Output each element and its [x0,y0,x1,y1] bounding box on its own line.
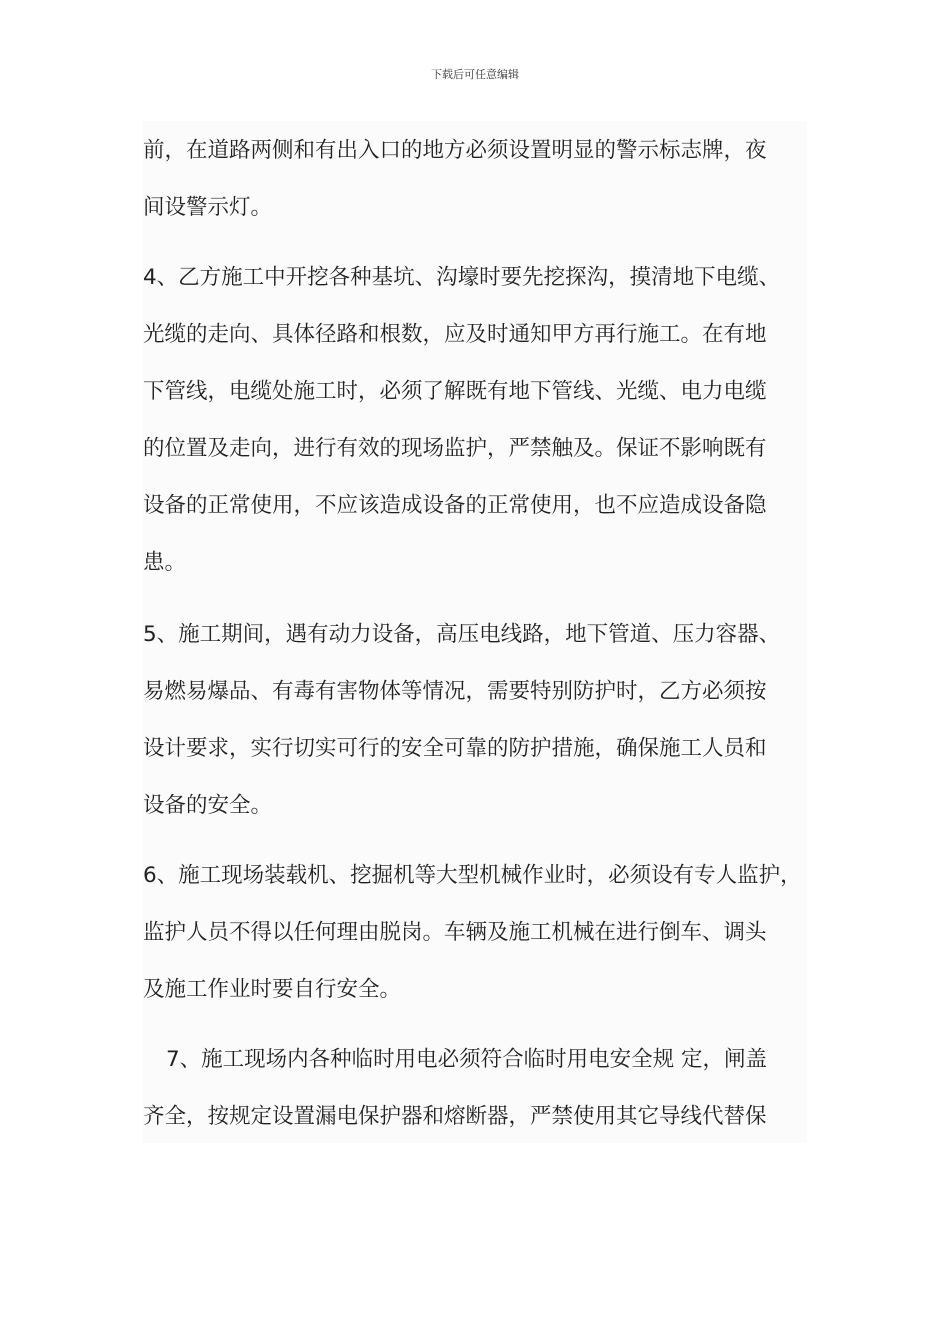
text-line: 5、施工期间，遇有动力设备，高压电线路，地下管道、压力容器、 [143,622,781,647]
text-line: 7、施工现场内各种临时用电必须符合临时用电安全规 定，闸盖 [166,1047,768,1072]
text-line: 设计要求，实行切实可行的安全可靠的防护措施，确保施工人员和 [143,736,767,761]
text-line: 患。 [143,550,187,575]
text-line: 易燃易爆品、有毒有害物体等情况，需要特别防护时，乙方必须按 [143,679,767,704]
text-line: 4、乙方施工中开挖各种基坑、沟壕时要先挖探沟，摸清地下电缆、 [143,265,781,290]
text-line: 齐全，按规定设置漏电保护器和熔断器，严禁使用其它导线代替保 [143,1104,767,1129]
text-line: 6、施工现场装载机、挖掘机等大型机械作业时，必须设有专人监护， [143,863,802,888]
document-body [143,121,807,1143]
text-line: 监护人员不得以任何理由脱岗。车辆及施工机械在进行倒车、调头 [143,920,767,945]
text-line: 设备的安全。 [143,793,273,818]
text-line: 设备的正常使用，不应该造成设备的正常使用，也不应造成设备隐 [143,493,767,518]
text-line: 光缆的走向、具体径路和根数，应及时通知甲方再行施工。在有地 [143,322,767,347]
page-header-note: 下载后可任意编辑 [431,68,519,81]
text-line: 间设警示灯。 [143,195,273,220]
text-line: 前，在道路两侧和有出入口的地方必须设置明显的警示标志牌，夜 [143,138,767,163]
text-line: 及施工作业时要自行安全。 [143,977,402,1002]
text-line: 的位置及走向，进行有效的现场监护，严禁触及。保证不影响既有 [143,436,767,461]
text-line: 下管线，电缆处施工时，必须了解既有地下管线、光缆、电力电缆 [143,379,767,404]
